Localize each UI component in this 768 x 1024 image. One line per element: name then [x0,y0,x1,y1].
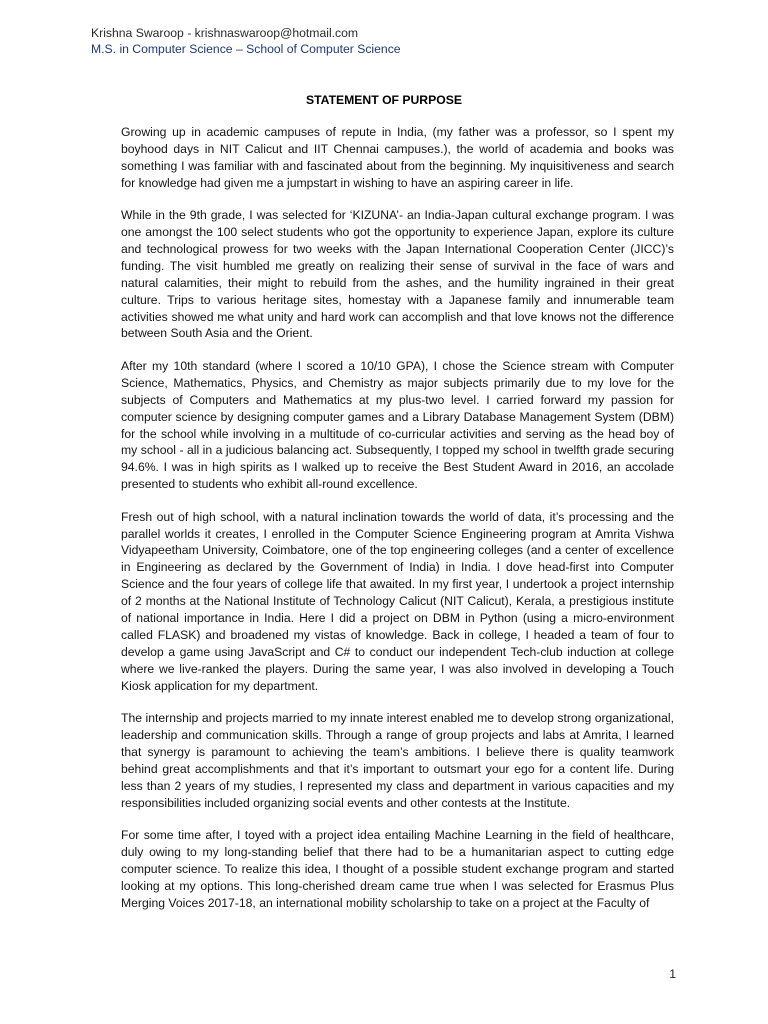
program-line: M.S. in Computer Science – School of Computer Science [91,42,401,56]
document-body [121,124,674,927]
paragraph-college: Fresh out of high school, with a natural inclination towards the world of data, it’s processing and the parallel worlds it creates, I enrolled in the Computer Science Engineering program at Amrita Vishwa Vidyapeetham University, Coimbatore, one of the top engineering colleges (and a center of excellence in Engineering as declared by the Government of India) in India. I dove head-first into Computer Science and the four years of college life that awaited. In my first year, I undertook a project internship of 2 months at the National Institute of Technology Calicut (NIT Calicut), Kerala, a prestigious institute of national importance in India. Here I did a project on DBM in Python (using a micro-environment called FLASK) and broadened my vistas of knowledge. Back in college, I headed a team of four to develop a game using JavaScript and C# to conduct our independent Tech-club induction at college where we live-ranked the players. During the same year, I was also involved in developing a Touch Kiosk application for my department. [121,509,674,693]
author-contact-line: Krishna Swaroop - krishnaswaroop@hotmail.com [91,26,359,40]
document-header [91,25,691,57]
paragraph-childhood: Growing up in academic campuses of repute in India, (my father was a professor, so I spent my boyhood days in NIT Calicut and IIT Chennai campuses.), the world of academia and books was something I was familiar with and fascinated about from the beginning. My inquisitiveness and search for knowledge had given me a jumpstart in wishing to have an aspiring career in life. [121,125,674,190]
paragraph-machine-learning: For some time after, I toyed with a project idea entailing Machine Learning in the field of healthcare, duly owing to my long-standing belief that there had to be a humanitarian aspect to cutting edge computer science. To realize this idea, I thought of a possible student exchange program and started looking at my options. This long-cherished dream came true when I was selected for Erasmus Plus Merging Voices 2017-18, an international mobility scholarship to take on a project at the Faculty of [121,828,674,910]
document-title: STATEMENT OF PURPOSE [306,93,462,107]
page-number: 1 [669,967,676,981]
paragraph-skills: The internship and projects married to my innate interest enabled me to develop strong organizational, leadership and communication skills. Through a range of group projects and labs at Amrita, I learned that synergy is paramount to achieving the team’s ambitions. I believe there is quality teamwork behind great accomplishments and that it’s important to outsmart your ego for a content life. During less than 2 years of my studies, I represented my class and department in various capacities and my responsibilities included organizing social events and other contests at the Institute. [121,711,674,810]
paragraph-kizuna: While in the 9th grade, I was selected for ‘KIZUNA’- an India-Japan cultural exchange program. I was one amongst the 100 select students who got the opportunity to experience Japan, explore its culture and technological prowess for two weeks with the Japan International Cooperation Center (JICC)’s funding. The visit humbled me greatly on realizing their sense of survival in the face of wars and natural calamities, their might to rebuild from the ashes, and the humility ingrained in their great culture. Trips to various heritage sites, homestay with a Japanese family and innumerable team activities showed me what unity and hard work can accomplish and that love knows not the difference between South Asia and the Orient. [121,208,674,341]
paragraph-high-school: After my 10th standard (where I scored a 10/10 GPA), I chose the Science stream with Computer Science, Mathematics, Physics, and Chemistry as major subjects primarily due to my love for the subjects of Computers and Mathematics at my plus-two level. I carried forward my passion for computer science by designing computer games and a Library Database Management System (DBM) for the school while involving in a multitude of co-curricular activities and serving as the head boy of my school - all in a judicious balancing act. Subsequently, I topped my school in twelfth grade securing 94.6%. I was in high spirits as I walked up to receive the Best Student Award in 2016, an accolade presented to students who exhibit all-round excellence. [121,358,674,492]
